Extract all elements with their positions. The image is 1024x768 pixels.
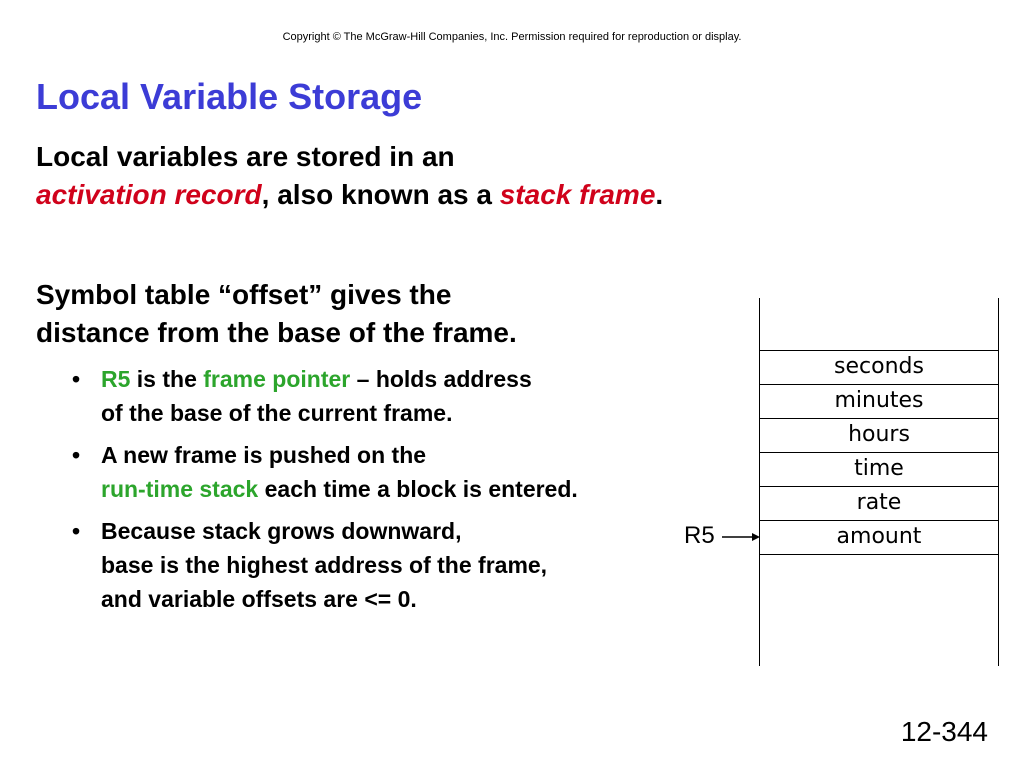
stack-divider xyxy=(759,554,999,555)
intro-paragraph xyxy=(36,138,663,214)
stack-cell-seconds: seconds xyxy=(834,354,924,379)
intro-period: . xyxy=(655,179,664,210)
bullet-text: – holds address xyxy=(350,366,532,392)
intro-line-1: Local variables are stored in an xyxy=(36,141,455,172)
pointer-arrow-icon xyxy=(722,529,762,545)
r5-term: R5 xyxy=(101,366,131,392)
stack-cell-amount: amount xyxy=(836,524,922,549)
stack-right-border xyxy=(998,298,999,666)
bullet-text: Because stack grows downward, xyxy=(101,518,462,544)
run-time-stack-term: run-time stack xyxy=(101,476,259,502)
slide-title: Local Variable Storage xyxy=(36,76,423,117)
offset-line-2: distance from the base of the frame. xyxy=(36,317,517,348)
frame-pointer-term: frame pointer xyxy=(203,366,351,392)
bullet-dot: • xyxy=(72,366,81,392)
bullet-item-new-frame xyxy=(72,438,578,506)
bullet-text: of the base of the current frame. xyxy=(101,400,453,426)
slide-number: 12-344 xyxy=(900,716,988,747)
bullet-text: A new frame is pushed on the xyxy=(101,442,427,468)
offset-paragraph xyxy=(36,276,517,352)
bullet-list xyxy=(72,362,578,624)
bullet-dot: • xyxy=(72,442,81,468)
stack-cell-hours: hours xyxy=(848,422,910,447)
activation-record-term: activation record xyxy=(36,179,262,210)
bullet-item-frame-pointer xyxy=(72,362,578,430)
stack-frame-term: stack frame xyxy=(499,179,656,210)
bullet-text: each time a block is entered. xyxy=(258,476,578,502)
stack-cell-minutes: minutes xyxy=(834,388,924,413)
bullet-dot: • xyxy=(72,518,81,544)
stack-cell-time: time xyxy=(854,456,904,481)
intro-connector: , also known as a xyxy=(261,179,500,210)
offset-line-1: Symbol table “offset” gives the xyxy=(36,279,452,310)
r5-pointer-label: R5 xyxy=(684,522,715,549)
bullet-item-stack-growth xyxy=(72,514,578,616)
stack-frame-diagram xyxy=(759,298,999,666)
bullet-text: and variable offsets are <= 0. xyxy=(101,586,417,612)
bullet-text: is the xyxy=(130,366,204,392)
stack-cell-rate: rate xyxy=(856,490,902,515)
bullet-text: base is the highest address of the frame, xyxy=(101,552,548,578)
copyright-notice: Copyright © The McGraw-Hill Companies, Inc. Permission required for reproduction or display. xyxy=(282,31,742,43)
